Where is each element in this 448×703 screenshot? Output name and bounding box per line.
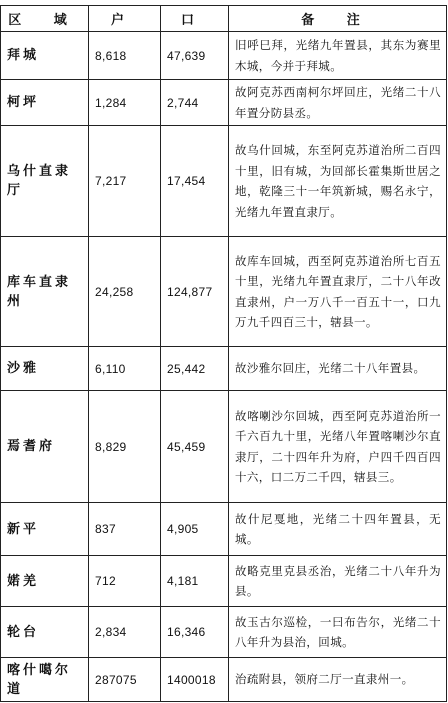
table-row xyxy=(1,80,447,126)
table-row xyxy=(1,607,447,658)
region-cell: 库车直隶州 xyxy=(1,237,89,347)
households-cell: 24,258 xyxy=(89,237,161,347)
households-cell: 8,829 xyxy=(89,391,161,503)
population-cell: 45,459 xyxy=(161,391,229,503)
households-cell: 1,284 xyxy=(89,80,161,126)
table-row xyxy=(1,126,447,237)
region-cell: 拜城 xyxy=(1,32,89,80)
households-cell: 7,217 xyxy=(89,126,161,237)
header-row xyxy=(1,6,447,32)
header-remarks: 备 注 xyxy=(229,6,447,32)
table-row xyxy=(1,347,447,391)
table-row xyxy=(1,658,447,702)
population-cell: 25,442 xyxy=(161,347,229,391)
remarks-cell: 故库车回城，西至阿克苏道治所七百五十里，光绪九年置直隶厅，二十八年改直隶州，户一万八千一百五十一，口九万九千四百三十，辖县一。 xyxy=(229,237,447,347)
table-body xyxy=(1,32,447,702)
population-cell: 4,181 xyxy=(161,556,229,607)
remarks-cell: 故喀喇沙尔回城，西至阿克苏道治所一千六百九十里，光绪八年置喀喇沙尔直隶厅，二十四年升为府，户四千四百四十六，口二万二千四，辖县三。 xyxy=(229,391,447,503)
table-row xyxy=(1,391,447,503)
table-row xyxy=(1,503,447,556)
region-cell: 新平 xyxy=(1,503,89,556)
table-row xyxy=(1,32,447,80)
households-cell: 8,618 xyxy=(89,32,161,80)
households-cell: 6,110 xyxy=(89,347,161,391)
region-cell: 婼羌 xyxy=(1,556,89,607)
census-table xyxy=(0,5,447,702)
region-cell: 焉耆府 xyxy=(1,391,89,503)
remarks-cell: 故阿克苏西南柯尔坪回庄，光绪二十八年置分防县丞。 xyxy=(229,80,447,126)
remarks-cell: 故略克里克县丞治，光绪二十八年升为县。 xyxy=(229,556,447,607)
region-cell: 沙雅 xyxy=(1,347,89,391)
region-cell: 喀什噶尔道 xyxy=(1,658,89,702)
population-cell: 47,639 xyxy=(161,32,229,80)
region-cell: 乌什直隶厅 xyxy=(1,126,89,237)
remarks-cell: 治疏附县，领府二厅一直隶州一。 xyxy=(229,658,447,702)
table-header xyxy=(1,6,447,32)
remarks-cell: 故乌什回城，东至阿克苏道治所二百四十里，旧有城，为回部长霍集斯世居之地，乾隆三十一年筑新城，赐名永宁，光绪九年置直隶厅。 xyxy=(229,126,447,237)
remarks-cell: 故玉古尔巡检，一曰布告尔，光绪二十八年升为县治，回城。 xyxy=(229,607,447,658)
remarks-cell: 故沙雅尔回庄，光绪二十八年置县。 xyxy=(229,347,447,391)
population-cell: 16,346 xyxy=(161,607,229,658)
header-population: 口 xyxy=(161,6,229,32)
households-cell: 837 xyxy=(89,503,161,556)
population-cell: 2,744 xyxy=(161,80,229,126)
population-cell: 4,905 xyxy=(161,503,229,556)
population-cell: 124,877 xyxy=(161,237,229,347)
table-row xyxy=(1,237,447,347)
region-cell: 柯坪 xyxy=(1,80,89,126)
header-households: 户 xyxy=(89,6,161,32)
households-cell: 712 xyxy=(89,556,161,607)
table-row xyxy=(1,556,447,607)
header-region: 区 域 xyxy=(1,6,89,32)
remarks-cell: 故什尼戛地，光绪二十四年置县，无城。 xyxy=(229,503,447,556)
region-cell: 轮台 xyxy=(1,607,89,658)
population-cell: 17,454 xyxy=(161,126,229,237)
population-cell: 1400018 xyxy=(161,658,229,702)
households-cell: 2,834 xyxy=(89,607,161,658)
households-cell: 287075 xyxy=(89,658,161,702)
remarks-cell: 旧呼巳拜，光绪九年置县，其东为赛里木城，今并于拜城。 xyxy=(229,32,447,80)
